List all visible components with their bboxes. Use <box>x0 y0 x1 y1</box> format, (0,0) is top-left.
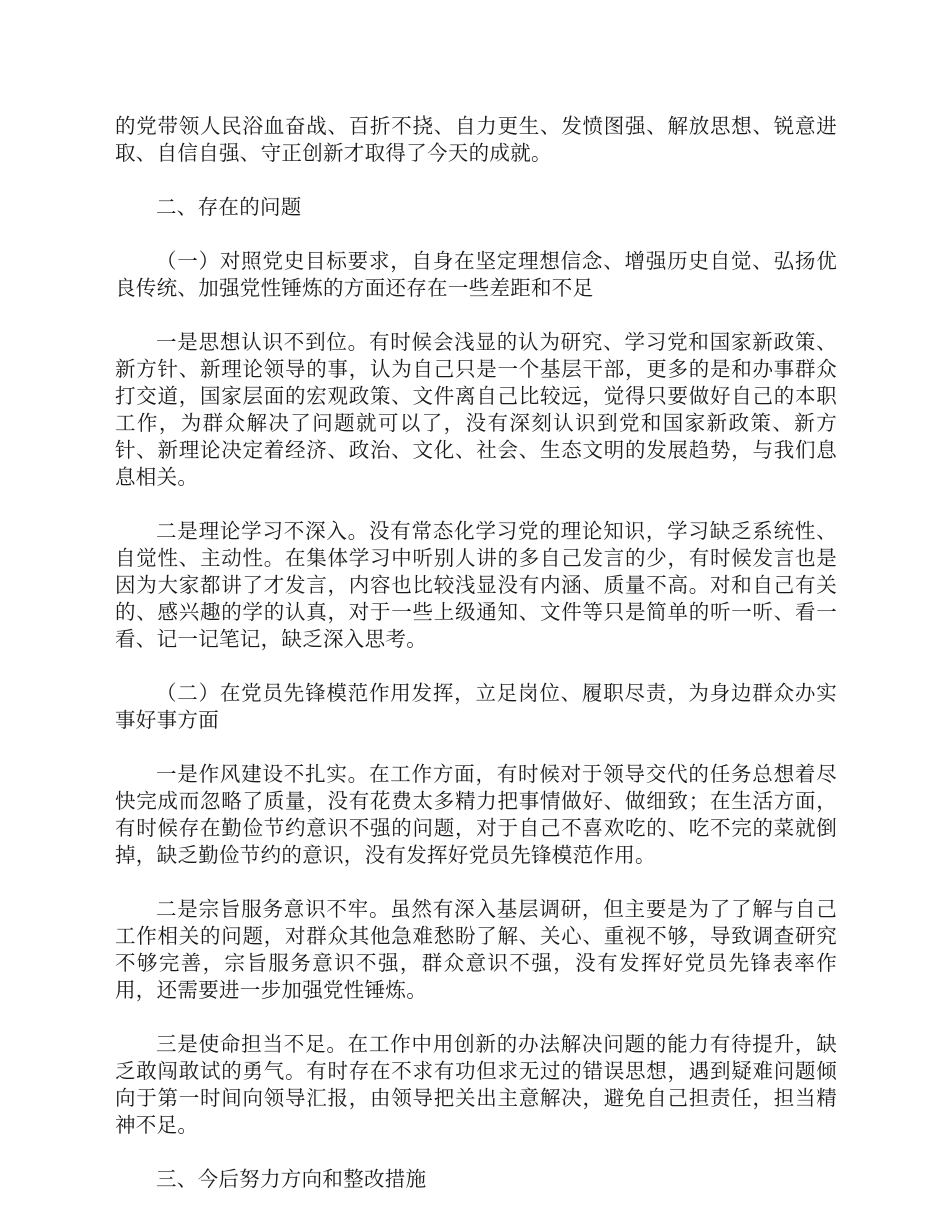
paragraph-work-style: 一是作风建设不扎实。在工作方面，有时候对于领导交代的任务总想着尽快完成而忽略了质量，没有花费太多精力把事情做好、做细致；在生活方面，有时候存在勤俭节约意识不强的问题，对于自己不喜欢吃的、吃不完的菜就倒掉，缺乏勤俭节约的意识，没有发挥好党员先锋模范作用。 <box>115 762 837 867</box>
section-heading-improvement: 三、今后努力方向和整改措施 <box>156 1167 427 1191</box>
paragraph-service-awareness: 二是宗旨服务意识不牢。虽然有深入基层调研，但主要是为了了解与自己工作相关的问题，对群众其他急难愁盼了解、关心、重视不够，导致调查研究不够完善，宗旨服务意识不强，群众意识不强，没有发挥好党员先锋表率作用，还需要进一步加强党性锤炼。 <box>115 897 837 1002</box>
subsection-heading-2: （二）在党员先锋模范作用发挥，立足岗位、履职尽责，为身边群众办实事好事方面 <box>115 681 837 732</box>
paragraph-continuation: 的党带领人民浴血奋战、百折不挠、自力更生、发愤图强、解放思想、锐意进取、自信自强、守正创新才取得了今天的成就。 <box>115 114 837 165</box>
paragraph-thought-awareness: 一是思想认识不到位。有时候会浅显的认为研究、学习党和国家新政策、新方针、新理论领导的事，认为自己只是一个基层干部，更多的是和办事群众打交道，国家层面的宏观政策、文件离自己比较远，觉得只要做好自己的本职工作，为群众解决了问题就可以了，没有深刻认识到党和国家新政策、新方针、新理论决定着经济、政治、文化、社会、生态文明的发展趋势，与我们息息相关。 <box>115 330 837 489</box>
section-heading-problems: 二、存在的问题 <box>156 195 302 219</box>
paragraph-theory-study: 二是理论学习不深入。没有常态化学习党的理论知识，学习缺乏系统性、自觉性、主动性。在集体学习中听别人讲的多自己发言的少，有时候发言也是因为大家都讲了才发言，内容也比较浅显没有内涵、质量不高。对和自己有关的、感兴趣的学的认真，对于一些上级通知、文件等只是简单的听一听、看一看、记一记笔记，缺乏深入思考。 <box>115 519 837 651</box>
paragraph-mission-responsibility: 三是使命担当不足。在工作中用创新的办法解决问题的能力有待提升，缺乏敢闯敢试的勇气。有时存在不求有功但求无过的错误思想，遇到疑难问题倾向于第一时间向领导汇报，由领导把关出主意解决，避免自己担责任，担当精神不足。 <box>115 1032 837 1137</box>
subsection-heading-1: （一）对照党史目标要求，自身在坚定理想信念、增强历史自觉、弘扬优良传统、加强党性锤炼的方面还存在一些差距和不足 <box>115 249 837 300</box>
document-body <box>115 113 837 1193</box>
